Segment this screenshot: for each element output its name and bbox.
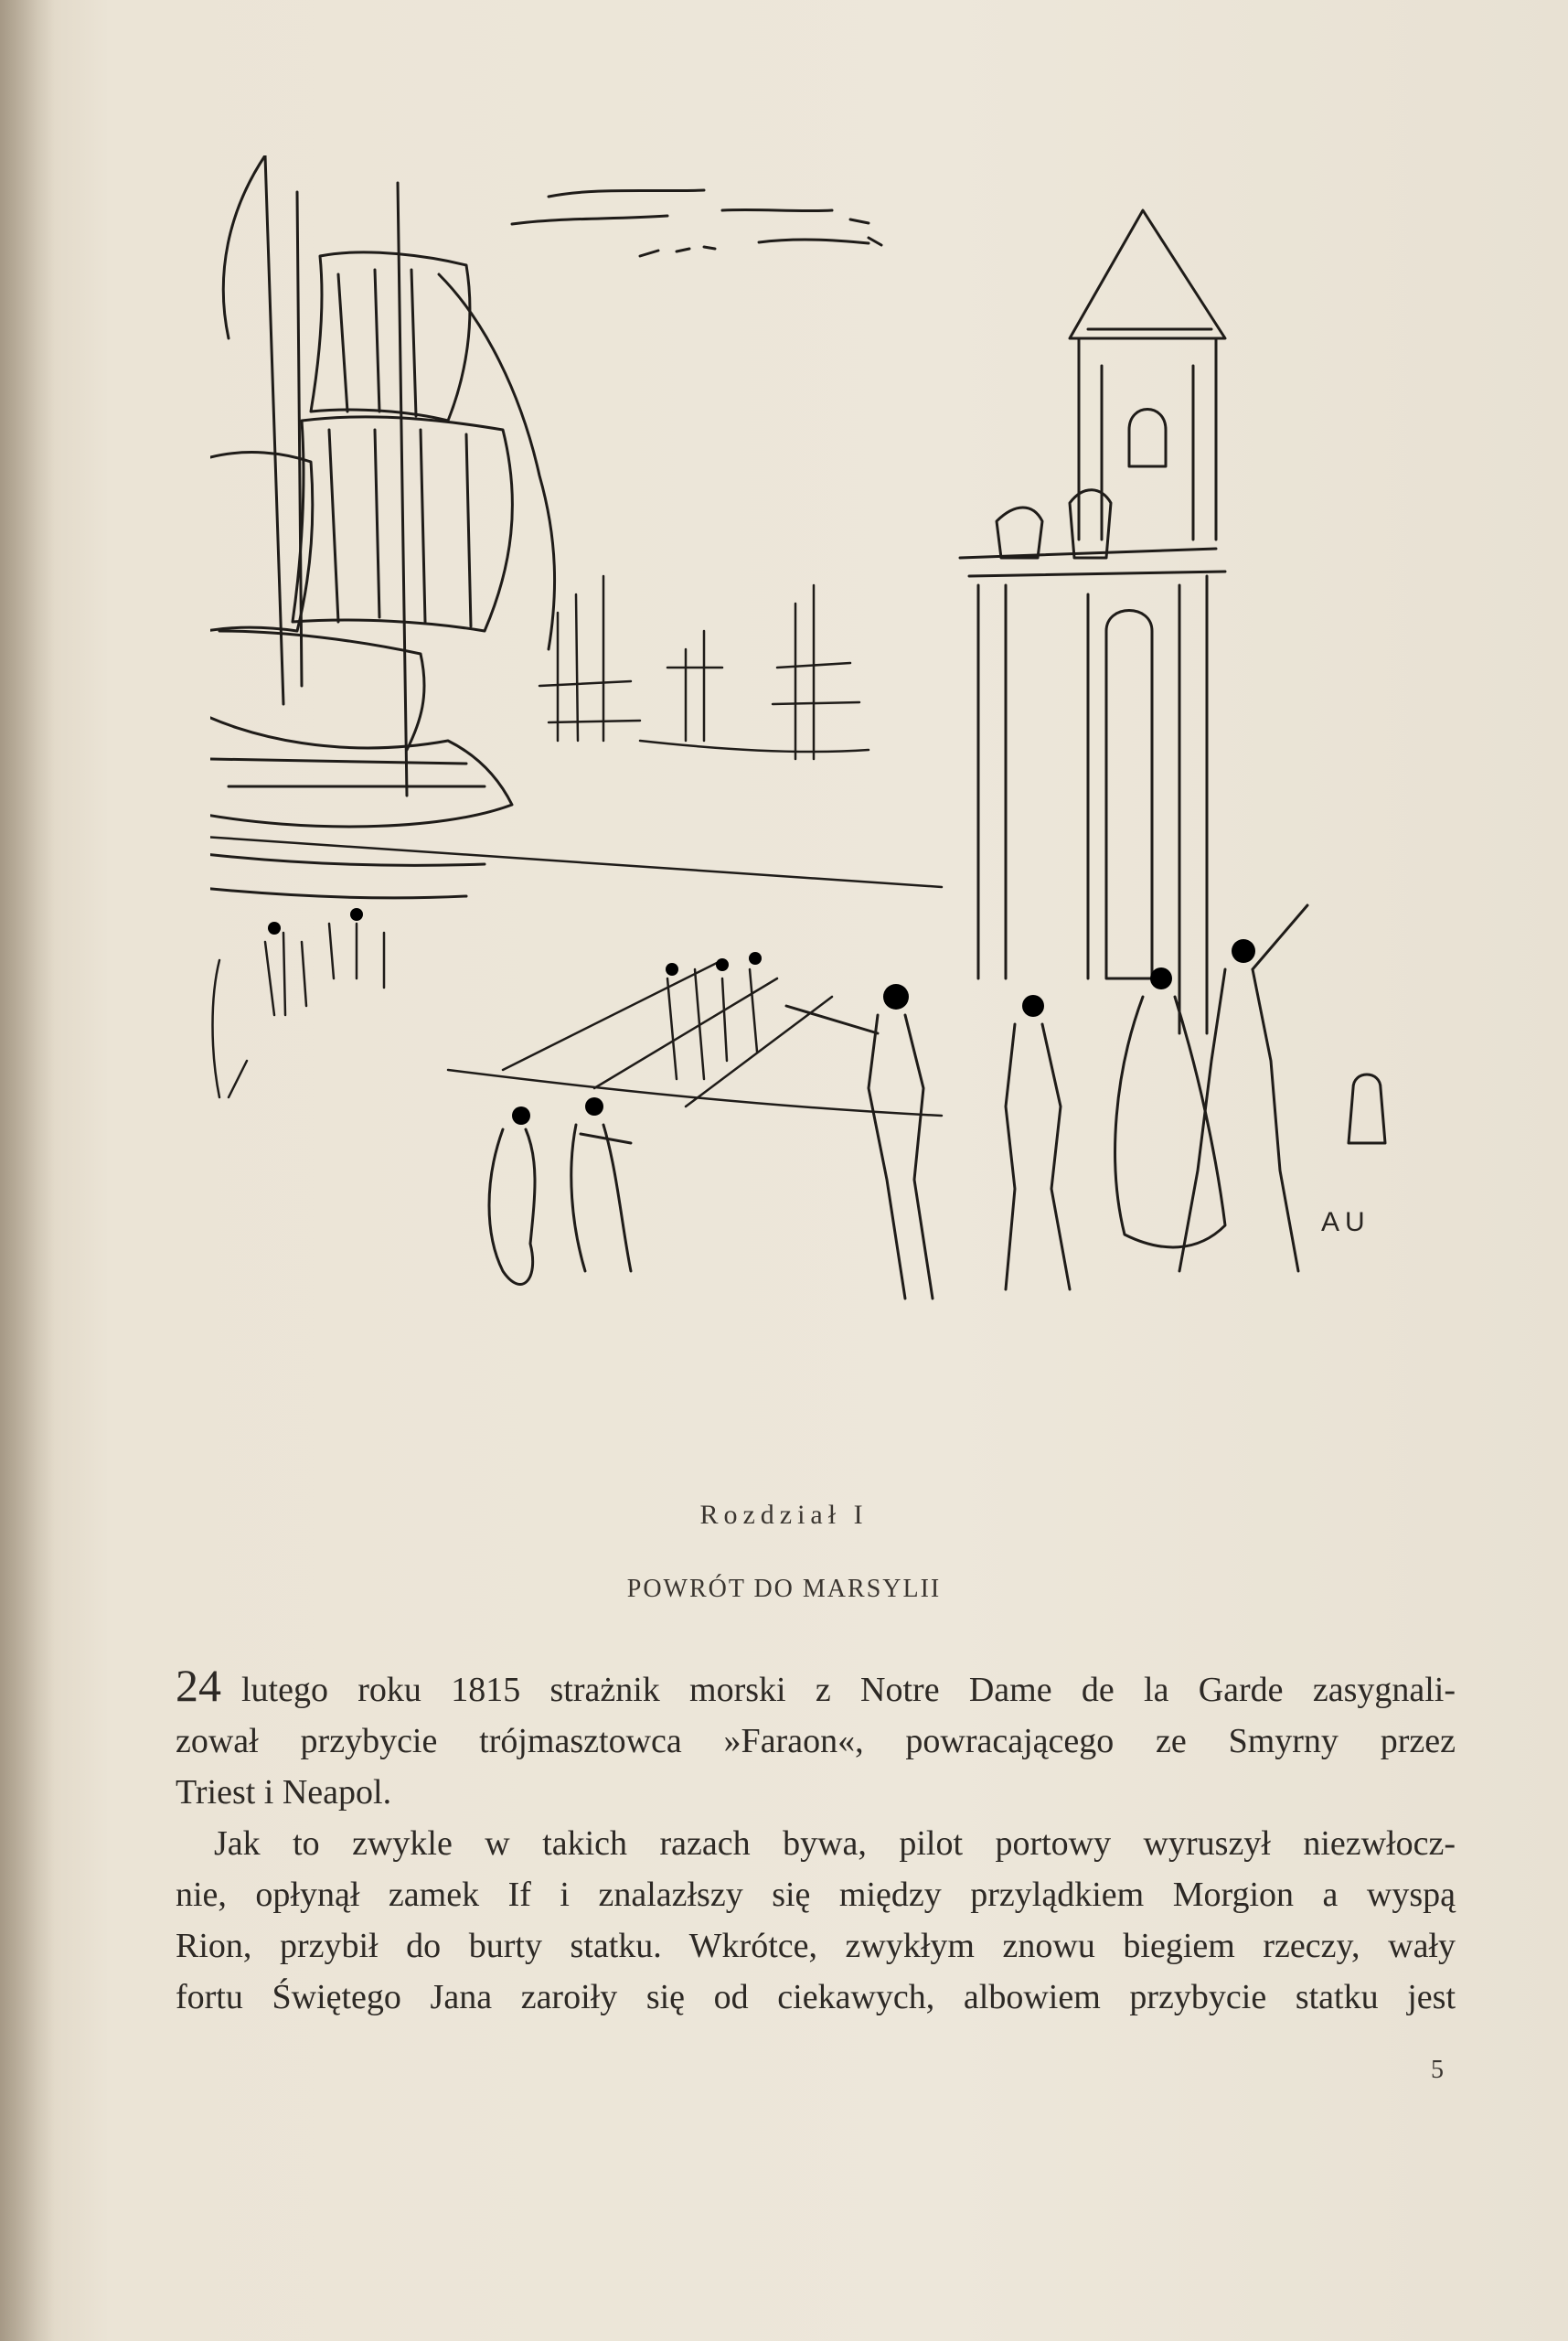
text-line-4: nie, opłynął zamek If i znalazłszy się między przylądkiem Morgion a wyspą (176, 1876, 1456, 1914)
page-gutter-shadow (0, 0, 55, 2341)
body-text (176, 1660, 1456, 2023)
text-line-2: Triest i Neapol. (176, 1773, 392, 1812)
chapter-title: POWRÓT DO MARSYLII (626, 1575, 942, 1603)
page-number: 5 (1431, 2056, 1444, 2084)
text-line-0: lutego roku 1815 strażnik morski z Notre Dame de la Garde zasygnali- (241, 1671, 1456, 1709)
text-line (176, 1660, 1456, 1716)
text-line-6: fortu Świętego Jana zaroiły się od ciekawych, albowiem przybycie statku jest (176, 1978, 1456, 2016)
text-line-3: Jak to zwykle w takich razach bywa, pilot portowy wyruszył niezwłocz- (214, 1824, 1456, 1863)
illustrator-signature: AU (1321, 1207, 1371, 1237)
drop-cap-number: 24 (176, 1660, 221, 1711)
harbor-illustration (210, 155, 1435, 1381)
text-line-5: Rion, przybił do burty statku. Wkrótce, zwykłym znowu biegiem rzeczy, wały (176, 1927, 1456, 1965)
ship-harbor-drawing (210, 155, 1435, 1381)
paragraph-1 (176, 1660, 1456, 1818)
chapter-number: Rozdział I (699, 1500, 869, 1530)
text-line-1: zował przybycie trójmasztowca »Faraon«, powracającego ze Smyrny przez (176, 1722, 1456, 1760)
paragraph-2 (176, 1818, 1456, 2023)
